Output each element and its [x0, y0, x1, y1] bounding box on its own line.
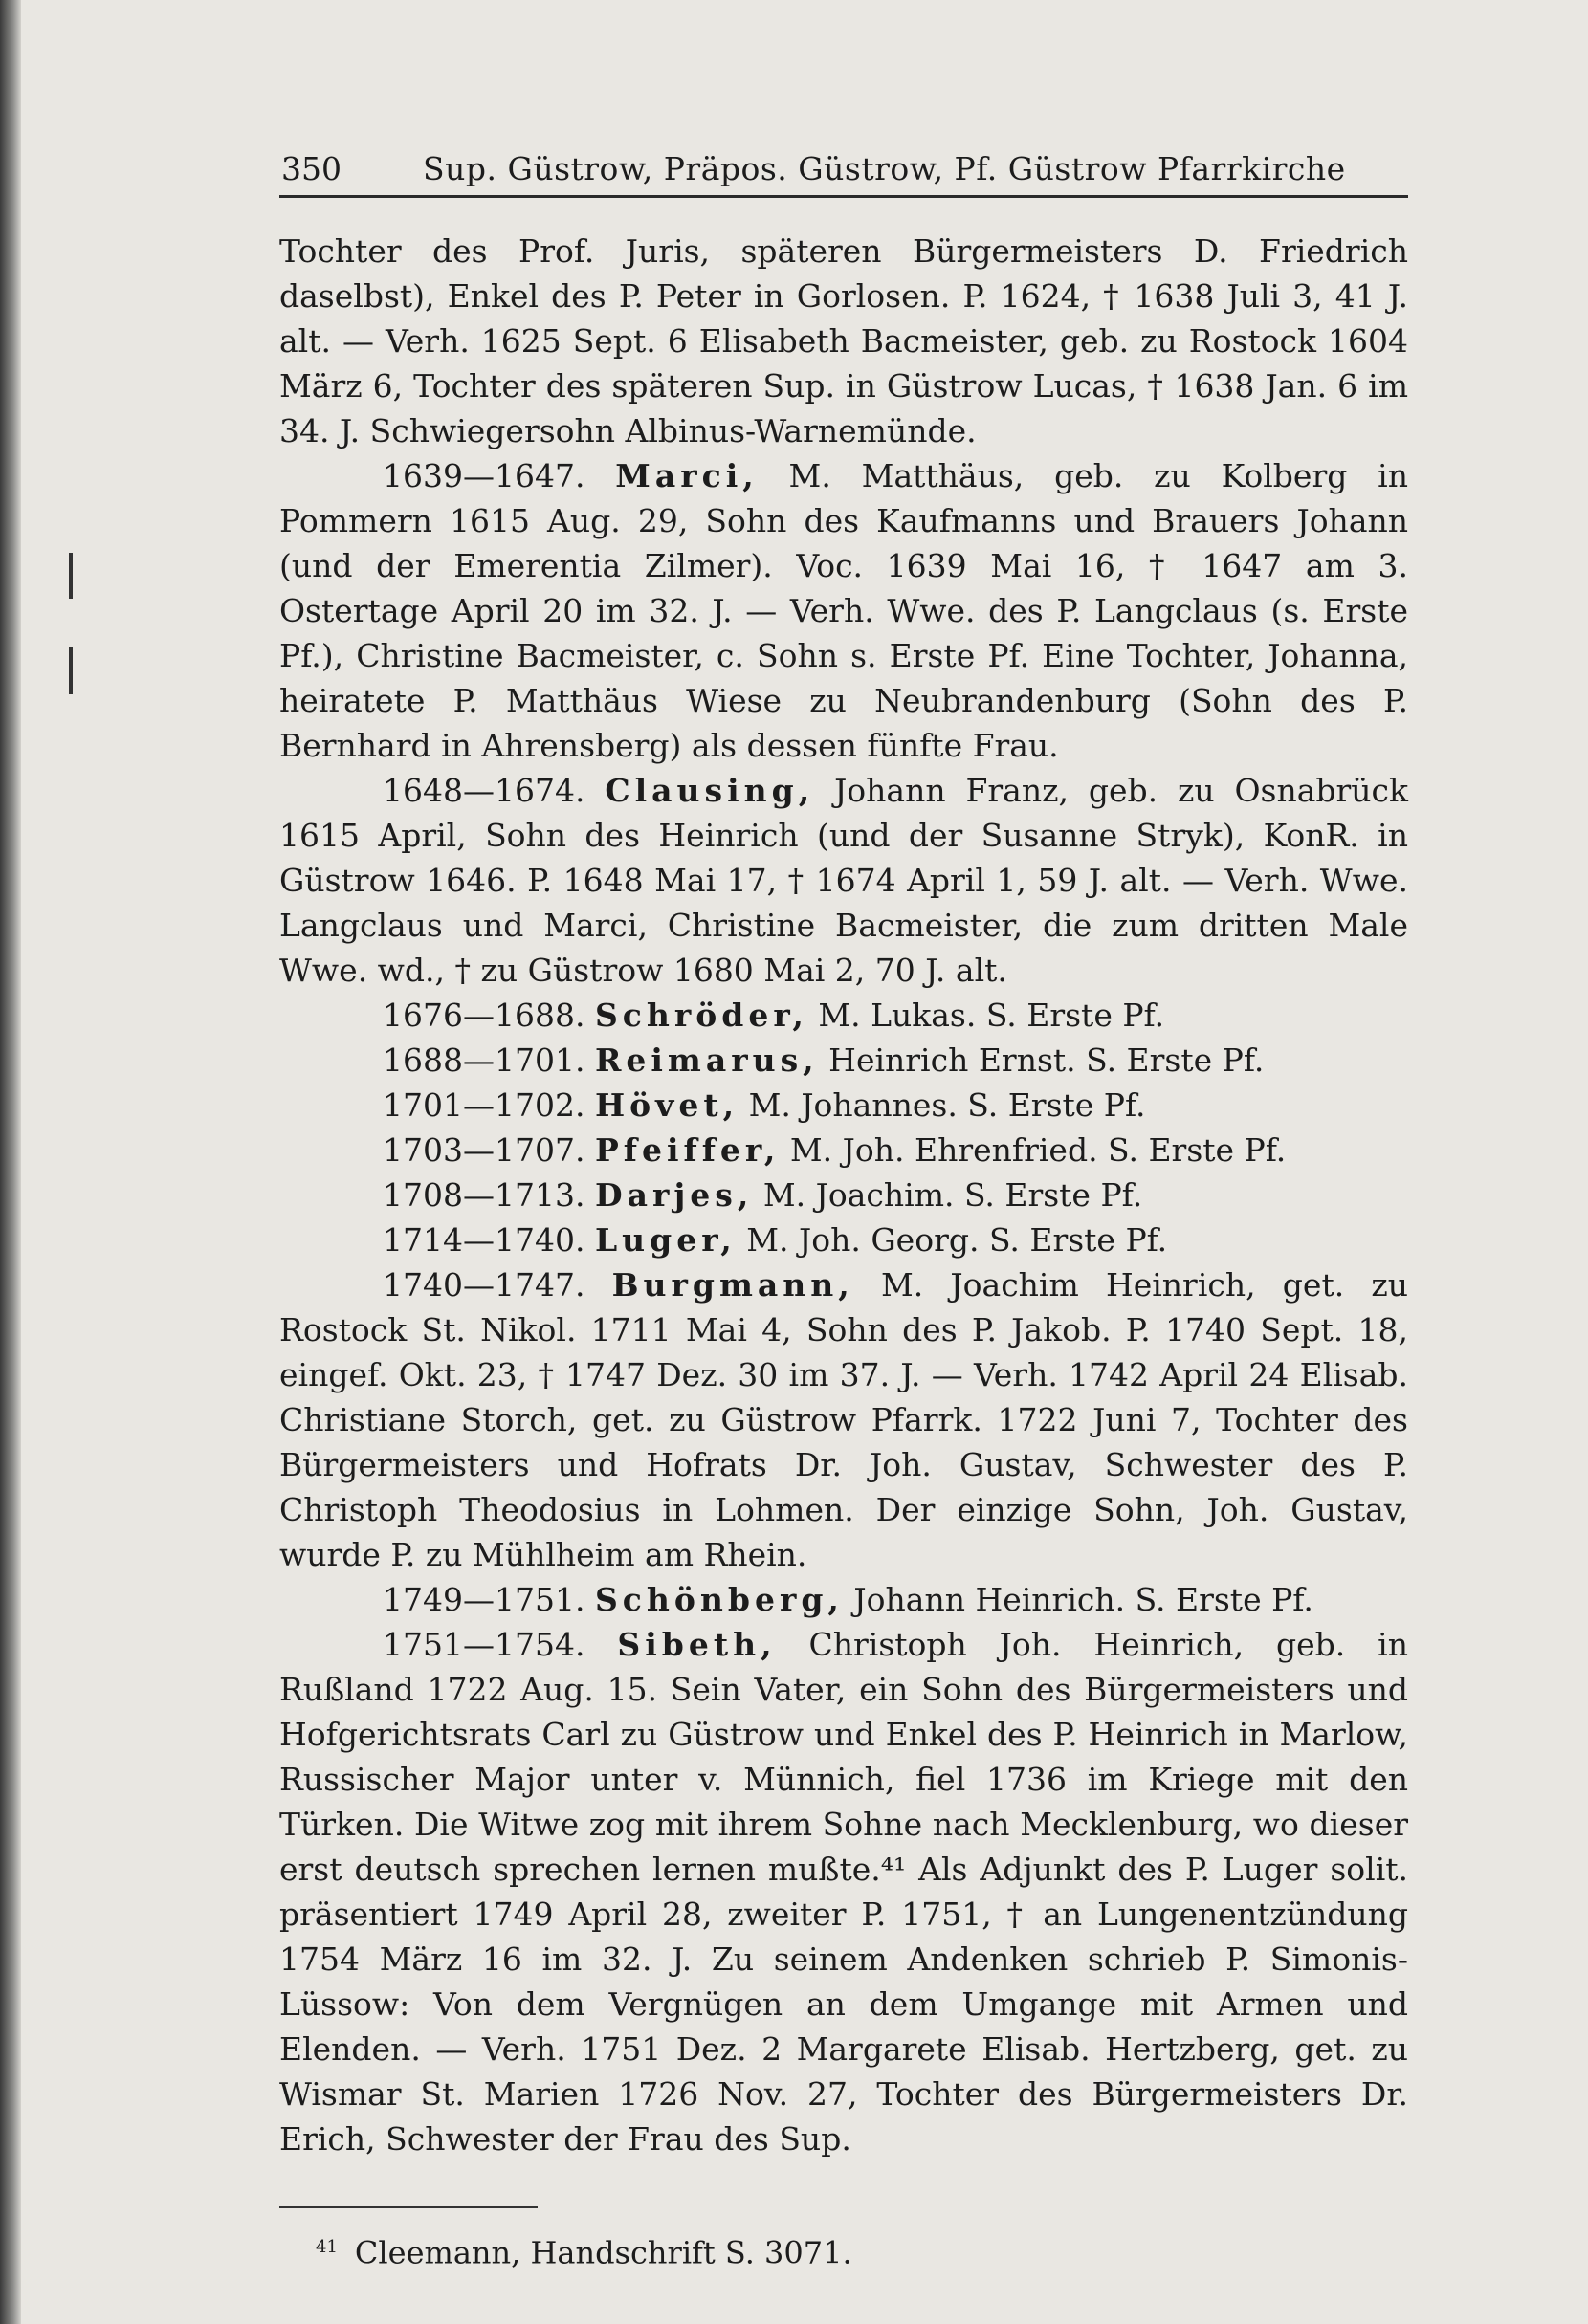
entry-text: M. Joachim Heinrich, get. zu Rostock St. Nikol. 1711 Mai 4, Sohn des P. Jakob. P. 1740 Sept. 18, eingef. Okt. 23, † 1747 Dez. 30 im 37. J. — Verh. 1742 April 24 Elisab. Christiane Storch, get. zu Güstrow Pfarrk. 1722 Juni 7, Tochter des Bürgermeisters und Hofrats Dr. Joh. Gustav, Schwester des P. Christoph Theodosius in Lohmen. Der einzige Sohn, Joh. Gustav, wurde P. zu Mühlheim am Rhein.: [279, 1266, 1409, 1573]
footnote-marker: 41: [316, 2237, 338, 2257]
entry-years: 1749—1751.: [383, 1581, 585, 1618]
entry-burgmann: [279, 1262, 1408, 1577]
entry-text: Johann Heinrich. S. Erste Pf.: [853, 1581, 1313, 1618]
entry-schoenberg: [279, 1577, 1408, 1622]
entry-text: M. Joh. Ehrenfried. S. Erste Pf.: [789, 1131, 1287, 1169]
entry-text: M. Johannes. S. Erste Pf.: [748, 1086, 1146, 1124]
entry-years: 1688—1701.: [383, 1041, 585, 1079]
entry-years: 1701—1702.: [383, 1086, 585, 1124]
paragraph-continuation: [279, 229, 1408, 453]
entry-text: Johann Franz, geb. zu Osnabrück 1615 April, Sohn des Heinrich (und der Susanne Stryk), KonR. in Güstrow 1646. P. 1648 Mai 17, † 1674 April 1, 59 J. alt. — Verh. Wwe. Langclaus und Marci, Christine Bacmeister, die zum dritten Male Wwe. wd., † zu Güstrow 1680 Mai 2, 70 J. alt.: [279, 772, 1408, 989]
entry-years: 1639—1647.: [383, 457, 585, 494]
entry-name: Burgmann,: [611, 1266, 854, 1304]
entry-luger: [279, 1217, 1408, 1262]
entry-name: Hövet,: [594, 1086, 739, 1124]
entry-years: 1648—1674.: [383, 772, 585, 809]
book-spine: [0, 0, 21, 2324]
entry-name: Luger,: [594, 1221, 737, 1259]
entry-clausing: [279, 768, 1408, 993]
footnote-text: Cleemann, Handschrift S. 3071.: [354, 2234, 852, 2271]
entry-years: 1703—1707.: [383, 1131, 585, 1169]
entry-name: Schönberg,: [594, 1581, 844, 1618]
book-page: [279, 143, 1408, 2161]
binding-mark: [69, 553, 73, 599]
entry-name: Sibeth,: [617, 1626, 777, 1663]
entry-years: 1708—1713.: [383, 1176, 585, 1214]
entry-pfeiffer: [279, 1128, 1408, 1173]
entry-years: 1676—1688.: [383, 997, 585, 1034]
entry-sibeth: [279, 1622, 1408, 2161]
entry-name: Clausing,: [605, 772, 815, 809]
entry-name: Pfeiffer,: [594, 1131, 781, 1169]
entry-years: 1751—1754.: [383, 1626, 585, 1663]
entry-name: Schröder,: [594, 997, 808, 1034]
entry-years: 1740—1747.: [383, 1266, 585, 1304]
paragraph-text: Tochter des Prof. Juris, späteren Bürgermeisters D. Friedrich daselbst), Enkel des P. Peter in Gorlosen. P. 1624, † 1638 Juli 3, 41 J. alt. — Verh. 1625 Sept. 6 Elisabeth Bacmeister, geb. zu Rostock 1604 März 6, Tochter des späteren Sup. in Güstrow Lucas, † 1638 Jan. 6 im 34. J. Schwiegersohn Albinus-Warnemünde.: [279, 232, 1408, 449]
entry-name: Marci,: [615, 457, 759, 494]
page-body: [279, 229, 1408, 2161]
entry-text: M. Lukas. S. Erste Pf.: [818, 997, 1165, 1034]
footnote-rule: [279, 2206, 538, 2208]
entry-marci: [279, 453, 1408, 768]
entry-text: Heinrich Ernst. S. Erste Pf.: [828, 1041, 1265, 1079]
running-title: Sup. Güstrow, Präpos. Güstrow, Pf. Güstrow Pfarrkirche: [423, 150, 1346, 187]
entry-hoevet: [279, 1083, 1408, 1128]
page-number: 350: [281, 150, 342, 187]
entry-reimarus: [279, 1038, 1408, 1083]
footnote: [316, 2226, 852, 2274]
entry-text: M. Joachim. S. Erste Pf.: [762, 1176, 1143, 1214]
entry-text: Christoph Joh. Heinrich, geb. in Rußland 1722 Aug. 15. Sein Vater, ein Sohn des Bürgermeisters und Hofgerichtsrats Carl zu Güstrow und Enkel des P. Heinrich in Marlow, Russischer Major unter v. Münnich, fiel 1736 im Kriege mit den Türken. Die Witwe zog mit ihrem Sohne nach Mecklenburg, wo dieser erst deutsch sprechen lernen mußte.⁴¹ Als Adjunkt des P. Luger solit. präsentiert 1749 April 28, zweiter P. 1751, † an Lungenentzündung 1754 März 16 im 32. J. Zu seinem Andenken schrieb P. Simonis-Lüssow: Von dem Vergnügen an dem Umgange mit Armen und Elenden. — Verh. 1751 Dez. 2 Margarete Elisab. Hertzberg, get. zu Wismar St. Marien 1726 Nov. 27, Tochter des Bürgermeisters Dr. Erich, Schwester der Frau des Sup.: [279, 1626, 1408, 2158]
entry-darjes: [279, 1173, 1408, 1217]
entry-name: Darjes,: [594, 1176, 754, 1214]
running-header: [279, 143, 1408, 198]
binding-mark: [69, 647, 73, 694]
entry-text: M. Matthäus, geb. zu Kolberg in Pommern 1615 Aug. 29, Sohn des Kaufmanns und Brauers Johann (und der Emerentia Zilmer). Voc. 1639 Mai 16, † 1647 am 3. Ostertage April 20 im 32. J. — Verh. Wwe. des P. Langclaus (s. Erste Pf.), Christine Bacmeister, c. Sohn s. Erste Pf. Eine Tochter, Johanna, heiratete P. Matthäus Wiese zu Neubrandenburg (Sohn des P. Bernhard in Ahrensberg) als dessen fünfte Frau.: [279, 457, 1408, 764]
entry-schroeder: [279, 993, 1408, 1038]
entry-text: M. Joh. Georg. S. Erste Pf.: [746, 1221, 1168, 1259]
entry-years: 1714—1740.: [383, 1221, 585, 1259]
entry-name: Reimarus,: [594, 1041, 819, 1079]
